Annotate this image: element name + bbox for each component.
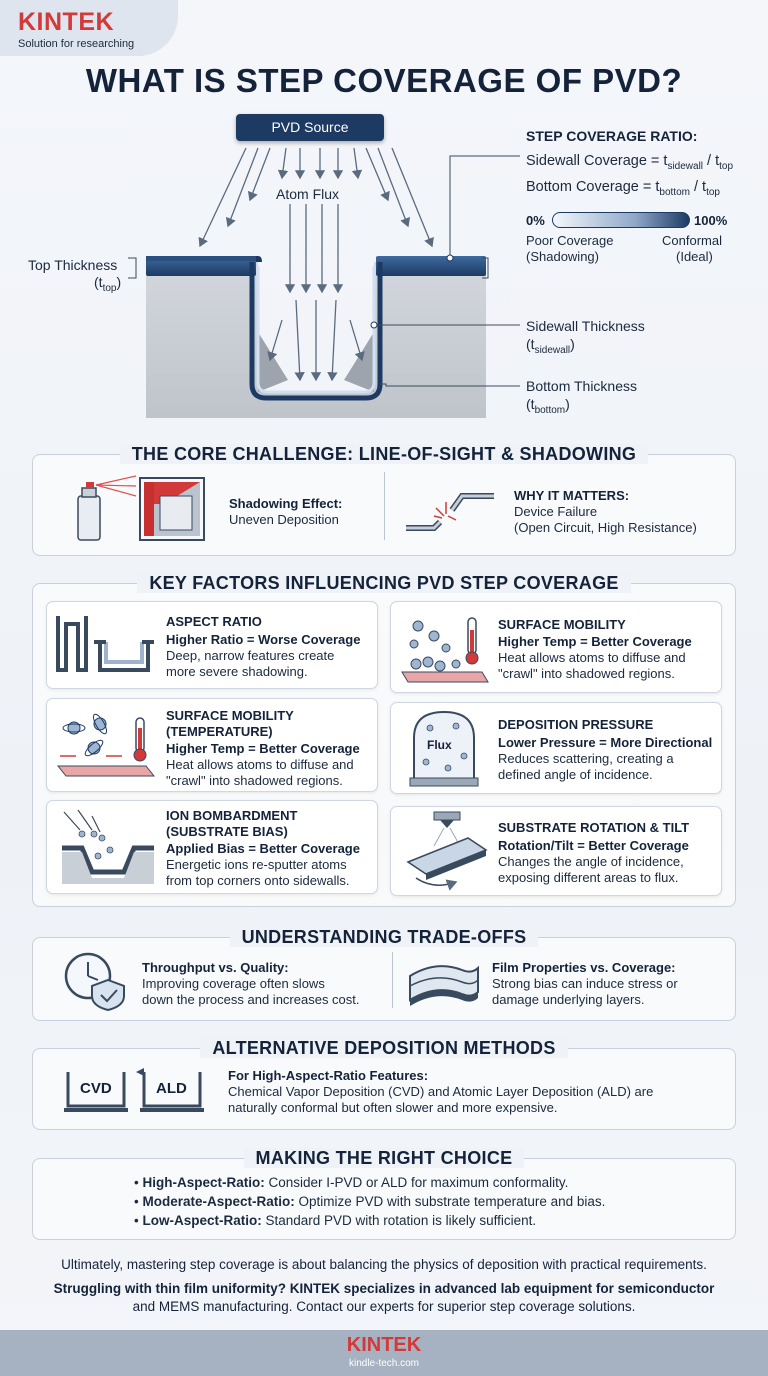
tradeoff-left-desc: down the process and increases cost. — [142, 992, 360, 1007]
factor-title: DEPOSITION PRESSURE — [498, 717, 654, 732]
cta-text-line2: and MEMS manufacturing. Contact our experts for superior step coverage solutions. — [132, 1299, 636, 1314]
factor-desc: defined angle of incidence. — [498, 767, 653, 782]
top-thickness-symbol: $(t_{top})$ — [94, 274, 122, 294]
factor-title-line2: (TEMPERATURE) — [166, 724, 273, 739]
alternatives-heading: For High-Aspect-Ratio Features: — [228, 1068, 429, 1083]
factor-title-line2: (SUBSTRATE BIAS) — [166, 824, 288, 839]
tradeoff-right-desc: damage underlying layers. — [492, 992, 645, 1007]
spray-can-icon — [74, 474, 214, 544]
core-divider — [384, 472, 385, 540]
why-it-matters-desc2: (Open Circuit, High Resistance) — [514, 520, 697, 535]
film-layers-icon — [406, 956, 482, 1008]
key-factors-title: KEY FACTORS INFLUENCING PVD STEP COVERAGE — [0, 573, 768, 594]
brand-logo[interactable]: KINTEK — [18, 8, 115, 36]
factor-desc: "crawl" into shadowed regions. — [498, 666, 675, 681]
factor-desc: from top corners onto sidewalls. — [166, 873, 350, 888]
conformal-label: Conformal — [662, 233, 722, 248]
factor-title: SURFACE MOBILITY — [166, 708, 294, 723]
scale-min: 0% — [526, 213, 545, 228]
why-it-matters-desc1: Device Failure — [514, 504, 598, 519]
pvd-source-label: PVD Source — [236, 114, 384, 141]
why-it-matters-title: WHY IT MATTERS: — [514, 488, 630, 503]
cvd-label: CVD — [80, 1080, 112, 1097]
cta-text-line1: Struggling with thin film uniformity? KINTEK specializes in advanced lab equipment for semiconductor — [53, 1281, 715, 1296]
tradeoff-right-title: Film Properties vs. Coverage: — [492, 960, 676, 975]
heated-substrate-icon — [56, 710, 160, 780]
factor-desc: Reduces scattering, creating a — [498, 751, 674, 766]
factor-desc: Deep, narrow features create — [166, 648, 335, 663]
poor-coverage-label: Poor Coverage — [526, 233, 614, 248]
atom-flux-label: Atom Flux — [276, 186, 340, 202]
clock-shield-icon — [62, 950, 130, 1012]
footer-logo[interactable]: KINTEK — [346, 1334, 422, 1356]
factor-subtitle: Higher Temp = Better Coverage — [166, 741, 360, 756]
bottom-thickness-label: Bottom Thickness — [526, 378, 638, 394]
choice-title: MAKING THE RIGHT CHOICE — [0, 1148, 768, 1169]
tradeoff-left-title: Throughput vs. Quality: — [142, 960, 289, 975]
factor-subtitle: Higher Ratio = Worse Coverage — [166, 632, 361, 647]
factor-desc: Heat allows atoms to diffuse and — [498, 650, 686, 665]
tradeoff-right-desc: Strong bias can induce stress or — [492, 976, 678, 991]
factor-title: ASPECT RATIO — [166, 614, 262, 629]
alternatives-title: ALTERNATIVE DEPOSITION METHODS — [0, 1038, 768, 1059]
broken-wire-icon — [404, 484, 500, 536]
shadowing-effect-desc: Uneven Deposition — [229, 512, 339, 527]
choice-item: • High-Aspect-Ratio: Consider I-PVD or ALD for maximum conformality. — [134, 1175, 569, 1190]
flux-icon-label: Flux — [427, 738, 452, 752]
tradeoffs-title: UNDERSTANDING TRADE-OFFS — [0, 927, 768, 948]
ald-label: ALD — [156, 1080, 187, 1097]
factor-desc: Heat allows atoms to diffuse and — [166, 757, 354, 772]
ratio-heading: STEP COVERAGE RATIO: — [526, 128, 698, 144]
footer-url[interactable]: kindle-tech.com — [348, 1358, 420, 1369]
coverage-scale-bar — [552, 212, 690, 228]
factor-desc: Changes the angle of incidence, — [498, 854, 684, 869]
bottom-coverage-formula: Bottom Coverage = $t_{bottom} / t_{top}$ — [526, 179, 720, 198]
sidewall-thickness-label: Sidewall Thickness — [526, 318, 645, 334]
aspect-ratio-icon — [56, 612, 156, 674]
factor-desc: exposing different areas to flux. — [498, 870, 679, 885]
core-challenge-title: THE CORE CHALLENGE: LINE-OF-SIGHT & SHADOWING — [0, 444, 768, 465]
sidewall-coverage-formula: Sidewall Coverage = $t_{sidewall} / t_{top}$ — [526, 153, 734, 172]
factor-subtitle: Higher Temp = Better Coverage — [498, 634, 692, 649]
alternatives-desc: Chemical Vapor Deposition (CVD) and Atomic Layer Deposition (ALD) are — [228, 1084, 654, 1099]
film-top-right — [376, 256, 486, 276]
summary-text: Ultimately, mastering step coverage is about balancing the physics of deposition with practical requirements. — [61, 1257, 707, 1272]
conformal-sub: (Ideal) — [676, 249, 713, 264]
top-thickness-label: Top Thickness — [28, 257, 118, 273]
factor-desc: more severe shadowing. — [166, 664, 308, 679]
rotation-tilt-icon — [404, 810, 490, 890]
choice-item: • Low-Aspect-Ratio: Standard PVD with rotation is likely sufficient. — [134, 1213, 537, 1228]
shadowing-effect-title: Shadowing Effect: — [229, 496, 343, 511]
thermometer-atoms-icon — [398, 612, 490, 684]
brand-tagline: Solution for researching — [18, 38, 135, 50]
factor-subtitle: Applied Bias = Better Coverage — [166, 841, 360, 856]
factor-title: ION BOMBARDMENT — [166, 808, 298, 823]
tradeoff-left-desc: Improving coverage often slows — [142, 976, 325, 991]
tradeoff-divider — [392, 952, 393, 1008]
page-title: WHAT IS STEP COVERAGE OF PVD? — [85, 62, 683, 99]
choice-item: • Moderate-Aspect-Ratio: Optimize PVD with substrate temperature and bias. — [134, 1194, 606, 1209]
bottom-thickness-symbol: $(t_{bottom})$ — [526, 396, 570, 416]
factor-desc: "crawl" into shadowed regions. — [166, 773, 343, 788]
factor-subtitle: Lower Pressure = More Directional — [498, 735, 713, 750]
factor-desc: Energetic ions re-sputter atoms — [166, 857, 347, 872]
alternatives-desc: naturally conformal but often slower and more expensive. — [228, 1100, 558, 1115]
factor-title: SUBSTRATE ROTATION & TILT — [498, 820, 690, 835]
factor-title: SURFACE MOBILITY — [498, 617, 626, 632]
factor-subtitle: Rotation/Tilt = Better Coverage — [498, 838, 689, 853]
scale-max: 100% — [694, 213, 728, 228]
poor-coverage-sub: (Shadowing) — [526, 249, 599, 264]
ion-bombardment-icon — [58, 808, 158, 884]
sidewall-thickness-symbol: $(t_{sidewall})$ — [526, 336, 575, 356]
